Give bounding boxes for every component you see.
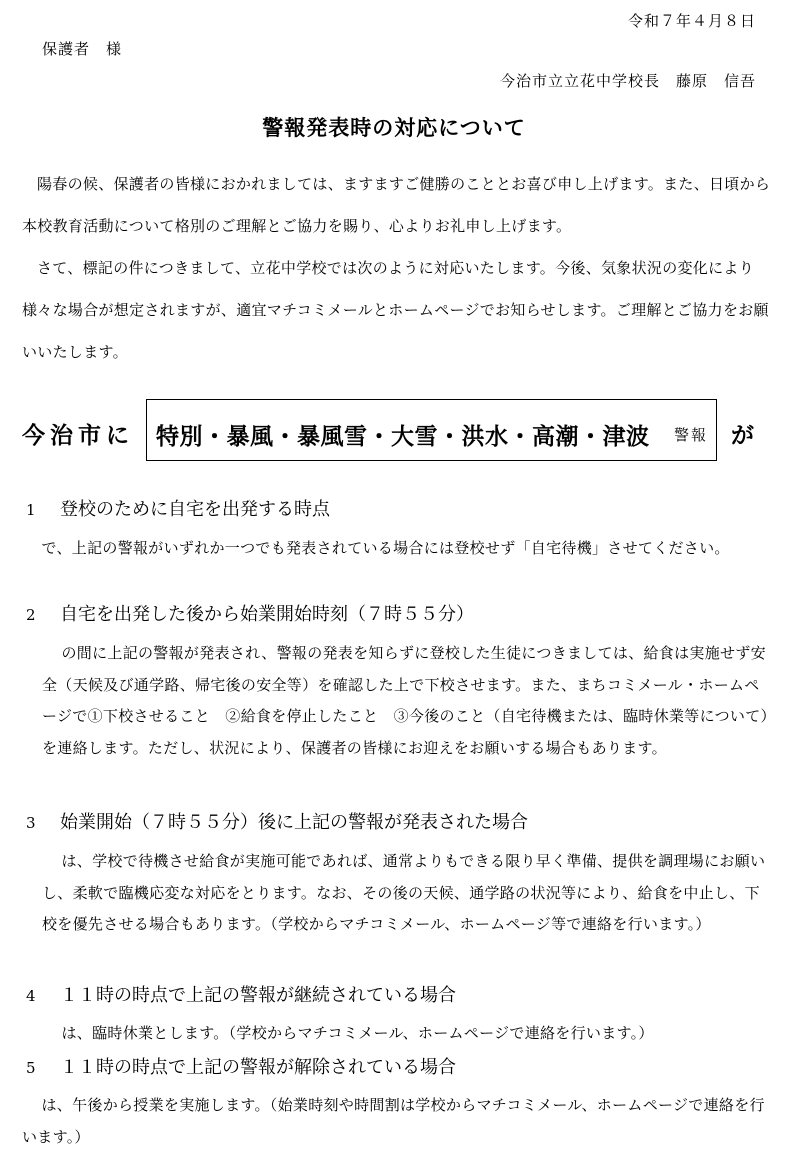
item-number: 4 bbox=[26, 987, 36, 1005]
intro-paragraph: さて、標記の件につきまして、立花中学校では次のように対応いたします。今後、気象状況の変化により様々な場合が想定されますが、適宜マチコミメールとホームページでお知らせします。ご理解とご協力をお願いいたします。 bbox=[22, 259, 769, 361]
item-heading: １１時の時点で上記の警報が解除されている場合 bbox=[60, 1057, 456, 1078]
warning-types-box bbox=[146, 399, 717, 461]
recipient: 保護者 様 bbox=[42, 40, 123, 58]
document-date: 令和７年４月８日 bbox=[627, 12, 756, 30]
item-body: の間に上記の警報が発表され、警報の発表を知らずに登校した生徒につきましては、給食は実施せず安全（天候及び通学路、帰宅後の安全等）を確認した上で下校させます。また、まちコミメール・ホームページで①下校させること ②給食を停止したこと ③今後のこと（自宅待機または、臨時休業等について）を連絡します。ただし、状況により、保護者の皆様にお迎えをお願いする場合もあります。 bbox=[42, 644, 769, 757]
document-title: 警報発表時の対応について bbox=[262, 116, 526, 140]
item-heading: 始業開始（７時５５分）後に上記の警報が発表された場合 bbox=[60, 812, 528, 833]
item-body: は、臨時休業とします。（学校からマチコミメール、ホームページで連絡を行います。） bbox=[61, 1024, 654, 1042]
headline-suffix: が bbox=[731, 423, 754, 449]
item-heading: １１時の時点で上記の警報が継続されている場合 bbox=[60, 985, 456, 1006]
item-body: は、午後から授業を実施します。（始業時刻や時間割は学校からマチコミメール、ホームページで連絡を行います。） bbox=[22, 1096, 765, 1146]
list-item bbox=[22, 497, 772, 565]
item-number: 3 bbox=[26, 814, 36, 832]
list-item bbox=[22, 1055, 772, 1153]
headline-prefix: 今治市に bbox=[22, 423, 134, 449]
warning-label: 警報 bbox=[673, 426, 708, 444]
list-item bbox=[22, 983, 772, 1050]
list-item bbox=[22, 810, 772, 941]
sender: 今治市立立花中学校長 藤原 信吾 bbox=[499, 72, 756, 90]
warning-types: 特別・暴風・暴風雪・大雪・洪水・高潮・津波 bbox=[156, 424, 650, 450]
warning-headline bbox=[22, 399, 767, 465]
item-number: 5 bbox=[26, 1059, 36, 1077]
item-number: 2 bbox=[26, 606, 36, 624]
list-item bbox=[22, 602, 772, 764]
greeting-paragraph: 陽春の候、保護者の皆様におかれましては、ますますご健勝のこととお喜び申し上げます。また、日頃から本校教育活動について格別のご理解とご協力を賜り、心よりお礼申し上げます。 bbox=[22, 175, 771, 235]
item-heading: 登校のために自宅を出発する時点 bbox=[60, 499, 330, 520]
item-body: で、上記の警報がいずれか一つでも発表されている場合には登校せず「自宅待機」させてください。 bbox=[41, 539, 730, 557]
item-number: 1 bbox=[26, 501, 36, 519]
item-heading: 自宅を出発した後から始業開始時刻（７時５５分） bbox=[60, 604, 474, 625]
item-body: は、学校で待機させ給食が実施可能であれば、通常よりもできる限り早く準備、提供を調理場にお願いし、柔軟で臨機応変な対応をとります。なお、その後の天候、通学路の状況等により、給食を中止し、下校を優先させる場合もあります。（学校からマチコミメール、ホームページ等で連絡を行います。） bbox=[42, 852, 766, 933]
